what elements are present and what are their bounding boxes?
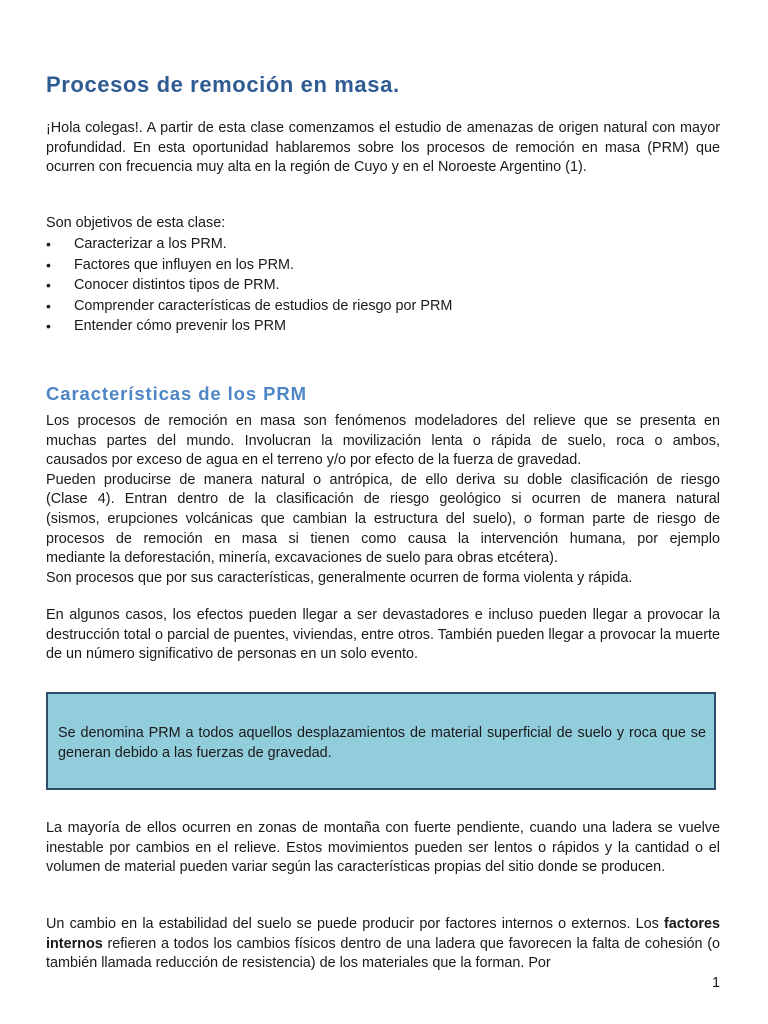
list-item: • Entender cómo prevenir los PRM <box>46 316 452 337</box>
internal-factors-term: factores internos <box>46 916 720 952</box>
list-item: • Factores que influyen en los PRM. <box>46 255 452 276</box>
list-item: • Caracterizar a los PRM. <box>46 234 452 255</box>
paragraph-line: Pueden producirse de manera natural o antrópica, de ello deriva su doble clasificación de riesgo <box>46 471 720 488</box>
paragraph-line: causados por exceso de agua en el terreno y/o por efecto de la fuerza de gravedad. <box>46 452 582 469</box>
section-paragraph <box>46 412 720 588</box>
section-heading: Características de los PRM <box>46 383 307 404</box>
list-item: • Conocer distintos tipos de PRM. <box>46 275 452 296</box>
paragraph-line: Son procesos que por sus características, generalmente ocurren de forma violenta y rápida. <box>46 569 633 586</box>
stability-text-start: Un cambio en la estabilidad del suelo se puede producir por factores internos o externos. Los <box>46 916 664 932</box>
objectives-list <box>46 234 452 337</box>
intro-paragraph: ¡Hola colegas!. A partir de esta clase comenzamos el estudio de amenazas de origen natural con mayor profundidad. En esta oportunidad hablaremos sobre los procesos de remoción en masa (PRM) que ocurren con frecuencia muy alta en la región de Cuyo y en el Noroeste Argentino (1). <box>46 120 720 176</box>
callout-text: Se denomina PRM a todos aquellos desplazamientos de material superficial de suelo y roca que se generan debido a las fuerzas de gravedad. <box>58 725 706 761</box>
paragraph-line: mediante la deforestación, minería, excavaciones de suelo para obras etcétera). <box>46 550 558 567</box>
list-item: • Comprender características de estudios de riesgo por PRM <box>46 296 452 317</box>
stability-text-end: refieren a todos los cambios físicos dentro de una ladera que favorecen la falta de cohesión (o también llamada reducción de resistencia) de los materiales que la forman. Por <box>46 935 720 972</box>
effects-paragraph: En algunos casos, los efectos pueden llegar a ser devastadores e incluso pueden llegar a provocar la destrucción total o parcial de puentes, viviendas, entre otros. También pueden llegar a provocar la muerte de un número significativo de personas en un solo evento. <box>46 607 720 663</box>
paragraph-line: procesos de remoción en masa si tienen como causa la intervención humana, por ejemplo <box>46 530 720 547</box>
paragraph-line: muchas partes del mundo. Involucran la movilización lenta o rápida de suelo, roca o ambos, <box>46 432 720 449</box>
page-number: 1 <box>711 975 720 991</box>
stability-paragraph <box>46 915 720 974</box>
definition-callout <box>46 692 716 790</box>
paragraph-line: Los procesos de remoción en masa son fenómenos modeladores del relieve que se presenta en <box>46 413 720 429</box>
paragraph-line: (sismos, erupciones volcánicas que cambian la estructura del suelo), o forman parte de riesgo de <box>46 510 720 527</box>
paragraph-line: (Clase 4). Entran dentro de la clasificación de riesgo geológico si ocurren de manera natural <box>46 491 720 508</box>
mountain-paragraph: La mayoría de ellos ocurren en zonas de montaña con fuerte pendiente, cuando una ladera se vuelve inestable por cambios en el relieve. Estos movimientos pueden ser lentos o rápidos y la cantidad o el volumen de material pueden variar según las características propias del sitio donde se producen. <box>46 820 720 876</box>
objectives-heading: Son objetivos de esta clase: <box>46 215 226 231</box>
page-title: Procesos de remoción en masa. <box>46 72 400 97</box>
